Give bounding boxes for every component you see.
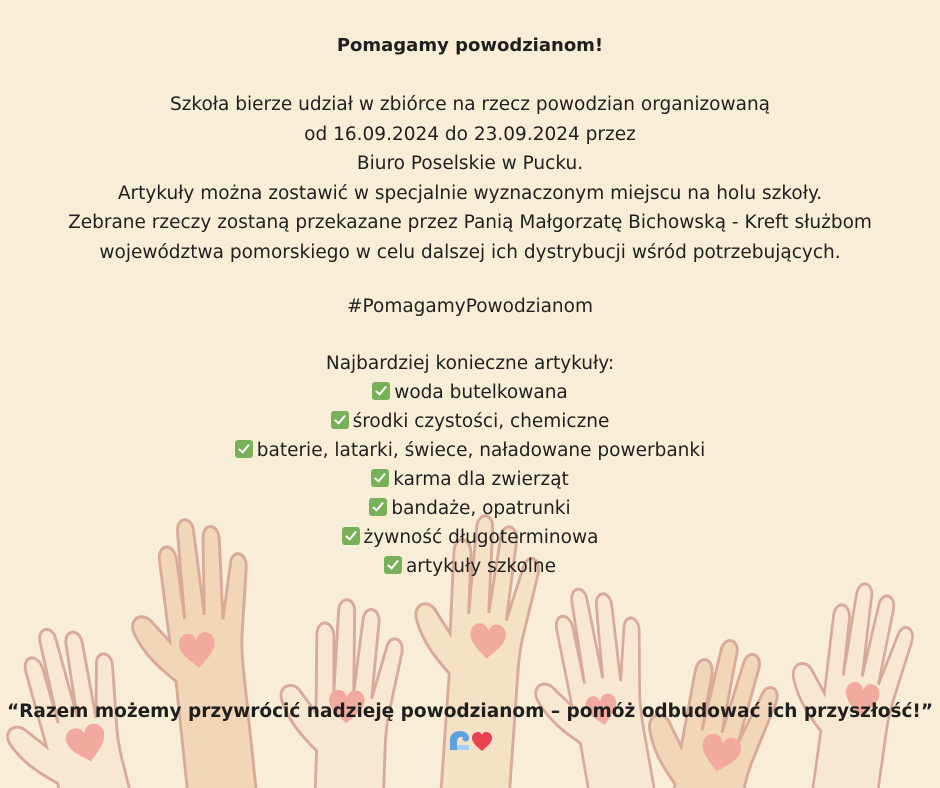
- intro-line: od 16.09.2024 do 23.09.2024 przez: [304, 123, 636, 145]
- red-heart-icon: [472, 732, 492, 751]
- intro-line: województwa pomorskiego w celu dalszej ich dystrybucji wśród potrzebujących.: [99, 241, 841, 263]
- water-wave-icon: [450, 731, 469, 750]
- hand-illustration: [275, 598, 404, 788]
- needed-items-list: [0, 378, 940, 581]
- intro-line: Biuro Poselskie w Pucku.: [356, 153, 584, 174]
- list-item: [0, 494, 940, 523]
- closing-quote: “Razem możemy przywrócić nadzieję powodzianom – pomóż odbudować ich przyszłość!”: [6, 701, 934, 722]
- list-item: [0, 407, 940, 436]
- list-heading: Najbardziej konieczne artykuły:: [325, 353, 615, 374]
- intro-line: Zebrane rzeczy zostaną przekazane przez Panią Małgorzatę Bichowską - Kreft służbom: [68, 212, 872, 233]
- list-item-label: żywność długoterminowa: [363, 527, 599, 548]
- list-item: [0, 552, 940, 581]
- list-item-label: karma dla zwierząt: [393, 469, 569, 490]
- list-item: [0, 436, 940, 465]
- list-item-label: środki czystości, chemiczne: [352, 411, 610, 432]
- intro-text: [0, 90, 940, 267]
- check-mark-button-icon: [372, 382, 390, 400]
- hand-illustration: [770, 576, 919, 788]
- list-item-label: baterie, latarki, świece, naładowane powerbanki: [256, 440, 706, 461]
- list-item-label: artykuły szkolne: [405, 556, 557, 577]
- list-item: [0, 378, 940, 407]
- check-mark-button-icon: [342, 527, 360, 545]
- check-mark-button-icon: [371, 469, 389, 487]
- hashtag: #PomagamyPowodzianom: [347, 296, 593, 317]
- check-mark-button-icon: [369, 498, 387, 516]
- list-item-label: woda butelkowana: [394, 382, 568, 403]
- intro-line: Artykuły można zostawić w specjalnie wyznaczonym miejscu na holu szkoły.: [117, 182, 823, 204]
- poster-title: Pomagamy powodzianom!: [336, 35, 604, 56]
- check-mark-button-icon: [235, 440, 253, 458]
- list-item: [0, 523, 940, 552]
- hand-illustration: [519, 580, 677, 788]
- list-item-label: bandaże, opatrunki: [391, 498, 571, 519]
- list-item: [0, 465, 940, 494]
- check-mark-button-icon: [331, 411, 349, 429]
- emoji-row: [448, 730, 494, 752]
- check-mark-button-icon: [384, 556, 402, 574]
- intro-line: Szkoła bierze udział w zbiórce na rzecz powodzian organizowaną: [169, 94, 771, 115]
